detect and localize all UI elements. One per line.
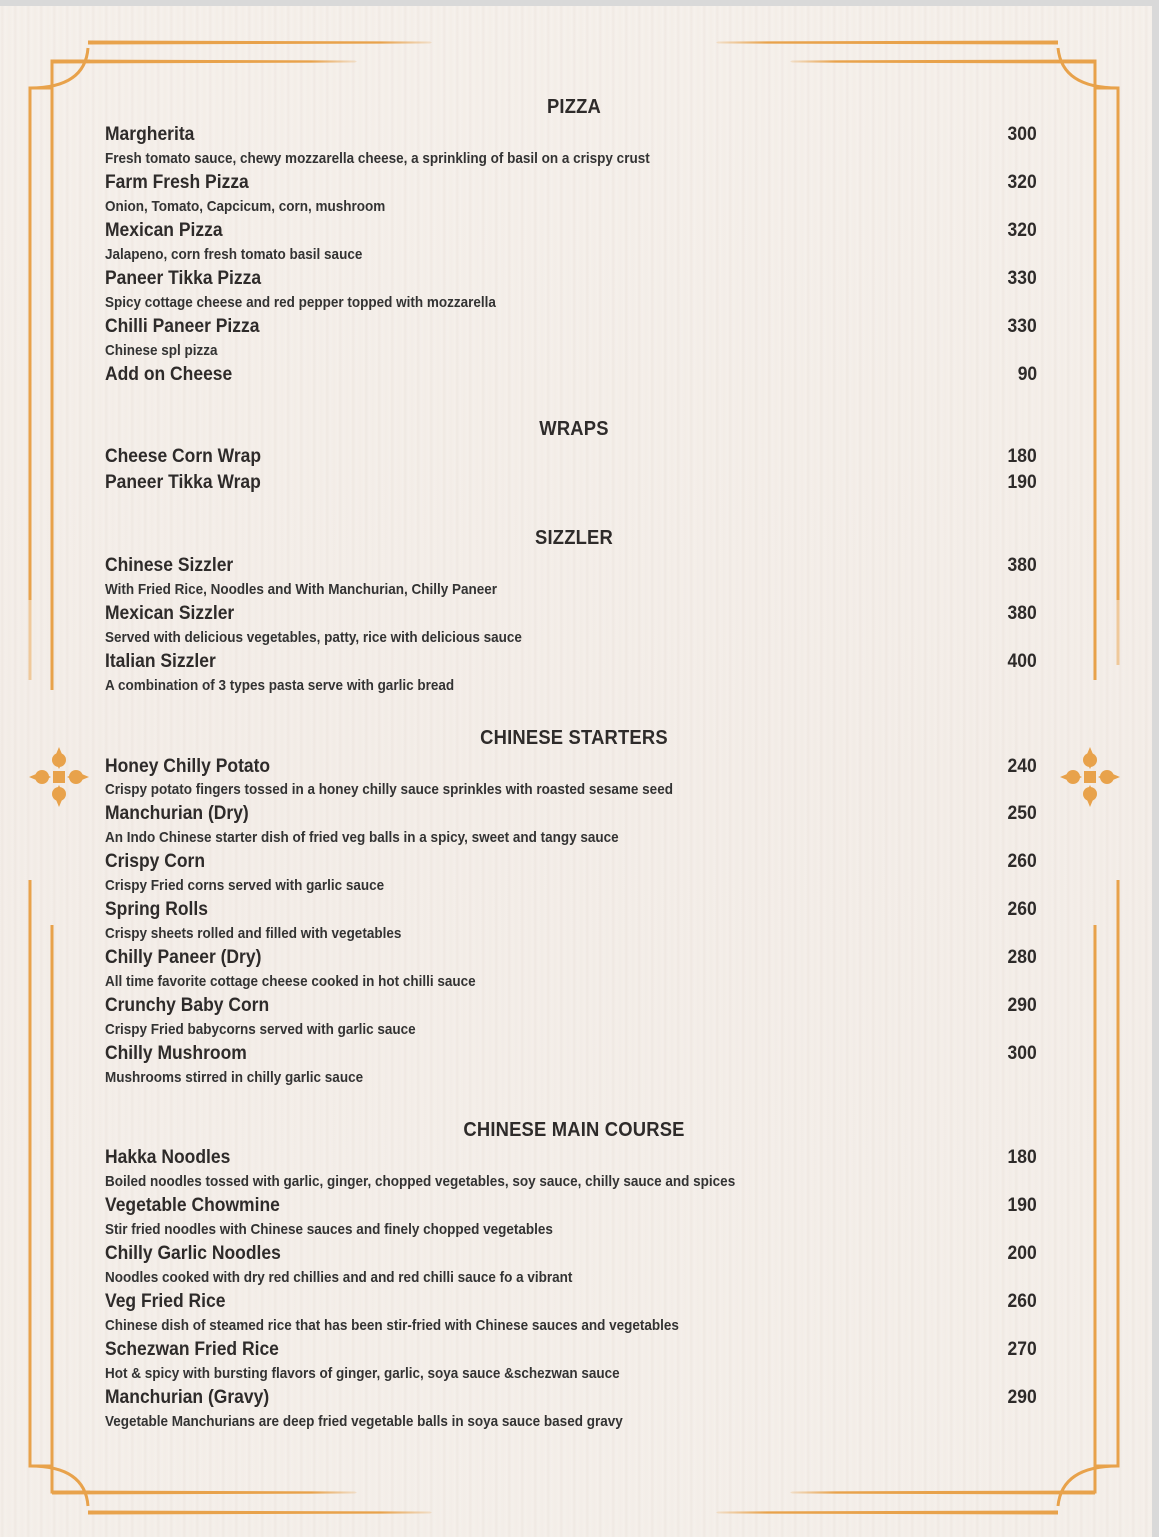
item-price: 240 [1007, 756, 1037, 777]
item-description: With Fried Rice, Noodles and With Manchurian, Chilly Paneer [105, 581, 498, 598]
item-name: Chinese Sizzler [105, 555, 234, 576]
section-title: SIZZLER [535, 527, 613, 549]
item-description: Chinese dish of steamed rice that has been stir-fried with Chinese sauces and vegetables [105, 1317, 679, 1334]
item-description: Chinese spl pizza [105, 342, 218, 359]
item-price: 90 [1017, 364, 1037, 385]
item-name: Chilly Paneer (Dry) [105, 947, 262, 968]
item-name: Paneer Tikka Pizza [105, 268, 262, 289]
item-name: Cheese Corn Wrap [105, 446, 262, 467]
item-name: Mexican Pizza [105, 220, 223, 241]
item-name: Chilli Paneer Pizza [105, 316, 260, 337]
item-description: A combination of 3 types pasta serve with garlic bread [105, 677, 455, 694]
item-price: 260 [1007, 1291, 1037, 1312]
item-description: Fresh tomato sauce, chewy mozzarella cheese, a sprinkling of basil on a crispy crust [105, 150, 650, 167]
left-ornament-icon [28, 746, 90, 808]
item-description: Crispy Fried corns served with garlic sauce [105, 877, 385, 894]
item-name: Schezwan Fried Rice [105, 1339, 279, 1360]
item-name: Add on Cheese [105, 364, 233, 385]
item-price: 300 [1007, 124, 1037, 145]
item-name: Crispy Corn [105, 851, 206, 872]
item-price: 180 [1007, 446, 1037, 467]
item-name: Veg Fried Rice [105, 1291, 226, 1312]
item-price: 330 [1007, 268, 1037, 289]
item-price: 320 [1007, 172, 1037, 193]
item-description: An Indo Chinese starter dish of fried veg balls in a spicy, sweet and tangy sauce [105, 829, 619, 846]
item-price: 320 [1007, 220, 1037, 241]
section-title: PIZZA [546, 96, 602, 118]
item-price: 290 [1007, 1387, 1037, 1408]
item-price: 200 [1007, 1243, 1037, 1264]
item-description: Vegetable Manchurians are deep fried vegetable balls in soya sauce based gravy [105, 1413, 623, 1430]
item-price: 180 [1007, 1147, 1037, 1168]
section-title: CHINESE MAIN COURSE [463, 1119, 685, 1141]
item-name: Paneer Tikka Wrap [105, 472, 261, 493]
item-name: Italian Sizzler [105, 651, 216, 672]
item-description: Jalapeno, corn fresh tomato basil sauce [105, 246, 363, 263]
item-name: Manchurian (Dry) [105, 803, 249, 824]
section-title: WRAPS [539, 418, 609, 440]
item-description: Boiled noodles tossed with garlic, ginger, chopped vegetables, soy sauce, chilly sauce and spices [105, 1173, 736, 1190]
item-price: 250 [1007, 803, 1037, 824]
item-price: 260 [1007, 899, 1037, 920]
item-description: Noodles cooked with dry red chillies and and red chilli sauce fo a vibrant [105, 1269, 573, 1286]
item-name: Chilly Mushroom [105, 1043, 247, 1064]
item-price: 300 [1007, 1043, 1037, 1064]
item-description: Crispy potato fingers tossed in a honey chilly sauce sprinkles with roasted sesame seed [105, 781, 673, 798]
item-name: Mexican Sizzler [105, 603, 235, 624]
item-name: Crunchy Baby Corn [105, 995, 270, 1016]
item-name: Honey Chilly Potato [105, 756, 271, 777]
item-description: Served with delicious vegetables, patty, rice with delicious sauce [105, 629, 522, 646]
item-name: Manchurian (Gravy) [105, 1387, 270, 1408]
item-price: 260 [1007, 851, 1037, 872]
section-title: CHINESE STARTERS [480, 727, 668, 749]
menu-page [0, 6, 1152, 1537]
item-price: 380 [1007, 555, 1037, 576]
item-price: 270 [1007, 1339, 1037, 1360]
item-price: 290 [1007, 995, 1037, 1016]
item-price: 330 [1007, 316, 1037, 337]
item-description: Mushrooms stirred in chilly garlic sauce [105, 1069, 364, 1086]
item-price: 380 [1007, 603, 1037, 624]
item-name: Spring Rolls [105, 899, 208, 920]
item-name: Chilly Garlic Noodles [105, 1243, 281, 1264]
item-description: Stir fried noodles with Chinese sauces and finely chopped vegetables [105, 1221, 553, 1238]
item-name: Margherita [105, 124, 195, 145]
item-name: Vegetable Chowmine [105, 1195, 280, 1216]
item-description: Spicy cottage cheese and red pepper topped with mozzarella [105, 294, 496, 311]
right-ornament-icon [1059, 746, 1121, 808]
item-price: 190 [1007, 1195, 1037, 1216]
item-price: 280 [1007, 947, 1037, 968]
item-description: All time favorite cottage cheese cooked in hot chilli sauce [105, 973, 476, 990]
item-description: Crispy sheets rolled and filled with vegetables [105, 925, 402, 942]
item-description: Hot & spicy with bursting flavors of ginger, garlic, soya sauce &schezwan sauce [105, 1365, 620, 1382]
item-description: Onion, Tomato, Capcicum, corn, mushroom [105, 198, 386, 215]
item-price: 190 [1007, 472, 1037, 493]
item-description: Crispy Fried babycorns served with garlic sauce [105, 1021, 416, 1038]
item-name: Hakka Noodles [105, 1147, 231, 1168]
item-price: 400 [1007, 651, 1037, 672]
item-name: Farm Fresh Pizza [105, 172, 249, 193]
